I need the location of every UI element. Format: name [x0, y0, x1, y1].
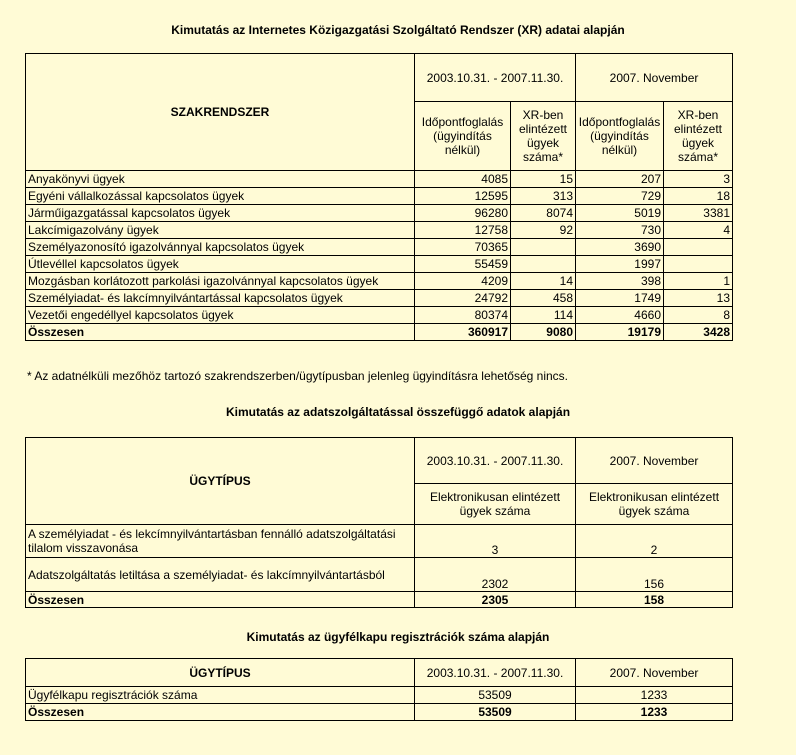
table-row-total — [26, 592, 733, 608]
ugyfelkapu-table — [25, 658, 733, 721]
cell-value: 53509 — [415, 687, 576, 704]
idopont-header-2: Időpontfoglalás (ügyindítás nélkül) — [576, 102, 664, 171]
period1-header: 2003.10.31. - 2007.11.30. — [415, 54, 576, 102]
row-label: Ügyfélkapu regisztrációk száma — [26, 687, 415, 704]
table-row-total — [26, 324, 733, 341]
row-label: Mozgásban korlátozott parkolási igazolvánnyal kapcsolatos ügyek — [26, 273, 415, 290]
table-row — [26, 687, 733, 704]
cell-value: 313 — [511, 188, 576, 205]
cell-value: 12758 — [415, 222, 511, 239]
cell-value: 4 — [664, 222, 733, 239]
table-row — [26, 239, 733, 256]
cell-value: 2305 — [415, 592, 576, 608]
period2-header: 2007. November — [576, 659, 733, 687]
cell-value: 3690 — [576, 239, 664, 256]
cell-value: 24792 — [415, 290, 511, 307]
table-row — [26, 188, 733, 205]
table-row — [26, 273, 733, 290]
cell-value: 4085 — [415, 171, 511, 188]
cell-value: 730 — [576, 222, 664, 239]
cell-value: 3 — [415, 525, 576, 558]
cell-value: 5019 — [576, 205, 664, 222]
szakrendszer-header: SZAKRENDSZER — [26, 54, 415, 171]
row-label: Összesen — [26, 324, 415, 341]
row-label: Lakcímigazolvány ügyek — [26, 222, 415, 239]
period1-header: 2003.10.31. - 2007.11.30. — [415, 659, 576, 687]
cell-value: 1233 — [576, 687, 733, 704]
szakrendszer-table — [25, 53, 733, 341]
cell-value: 398 — [576, 273, 664, 290]
cell-value: 55459 — [415, 256, 511, 273]
cell-value: 1997 — [576, 256, 664, 273]
cell-value: 114 — [511, 307, 576, 324]
cell-value: 19179 — [576, 324, 664, 341]
row-label: Személyazonosító igazolvánnyal kapcsolatos ügyek — [26, 239, 415, 256]
row-label: Adatszolgáltatás letiltása a személyiadat- és lakcímnyilvántartásból — [26, 558, 415, 592]
cell-value: 3381 — [664, 205, 733, 222]
period2-header: 2007. November — [576, 438, 733, 484]
row-label: Személyiadat- és lakcímnyilvántartással kapcsolatos ügyek — [26, 290, 415, 307]
row-label: Összesen — [26, 592, 415, 608]
cell-value: 15 — [511, 171, 576, 188]
cell-value: 9080 — [511, 324, 576, 341]
elektronikus-header-1: Elektronikusan elintézett ügyek száma — [415, 484, 576, 525]
footnote: * Az adatnélküli mezőhöz tartozó szakrendszerben/ügytípusban jelenleg ügyindításra lehetőség nincs. — [27, 369, 569, 383]
cell-value: 13 — [664, 290, 733, 307]
cell-value: 8 — [664, 307, 733, 324]
idopont-header-1: Időpontfoglalás (ügyindítás nélkül) — [415, 102, 511, 171]
row-label: Anyakönyvi ügyek — [26, 171, 415, 188]
table-row-total — [26, 704, 733, 721]
cell-value: 360917 — [415, 324, 511, 341]
cell-value — [511, 256, 576, 273]
cell-value: 18 — [664, 188, 733, 205]
ugytipus-header: ÜGYTÍPUS — [26, 438, 415, 525]
xr-header-1: XR-ben elintézett ügyek száma* — [511, 102, 576, 171]
table-row — [26, 290, 733, 307]
row-label: Járműigazgatással kapcsolatos ügyek — [26, 205, 415, 222]
row-label: Vezetői engedéllyel kapcsolatos ügyek — [26, 307, 415, 324]
cell-value: 14 — [511, 273, 576, 290]
row-label: Egyéni vállalkozással kapcsolatos ügyek — [26, 188, 415, 205]
table-row — [26, 205, 733, 222]
cell-value — [664, 239, 733, 256]
cell-value: 53509 — [415, 704, 576, 721]
table1-title: Kimutatás az Internetes Közigazgatási Szolgáltató Rendszer (XR) adatai alapján — [171, 23, 625, 37]
adatszolgaltatas-table — [25, 437, 733, 608]
row-label: Útlevéllel kapcsolatos ügyek — [26, 256, 415, 273]
cell-value: 207 — [576, 171, 664, 188]
cell-value: 1749 — [576, 290, 664, 307]
cell-value: 80374 — [415, 307, 511, 324]
cell-value: 158 — [576, 592, 733, 608]
table-row — [26, 222, 733, 239]
cell-value: 70365 — [415, 239, 511, 256]
cell-value: 4209 — [415, 273, 511, 290]
cell-value: 2302 — [415, 558, 576, 592]
cell-value: 96280 — [415, 205, 511, 222]
elektronikus-header-2: Elektronikusan elintézett ügyek száma — [576, 484, 733, 525]
cell-value: 2 — [576, 525, 733, 558]
row-label: A személyiadat - és lekcímnyilvántartásban fennálló adatszolgáltatási tilalom visszavonása — [26, 525, 415, 558]
cell-value — [664, 256, 733, 273]
xr-header-2: XR-ben elintézett ügyek száma* — [664, 102, 733, 171]
cell-value: 729 — [576, 188, 664, 205]
table3-title: Kimutatás az ügyfélkapu regisztrációk száma alapján — [246, 630, 550, 644]
cell-value: 3 — [664, 171, 733, 188]
table-row — [26, 171, 733, 188]
cell-value: 4660 — [576, 307, 664, 324]
table-row — [26, 307, 733, 324]
cell-value: 1 — [664, 273, 733, 290]
cell-value: 12595 — [415, 188, 511, 205]
row-label: Összesen — [26, 704, 415, 721]
period1-header: 2003.10.31. - 2007.11.30. — [415, 438, 576, 484]
table2-title: Kimutatás az adatszolgáltatással összefüggő adatok alapján — [225, 405, 571, 419]
cell-value — [511, 239, 576, 256]
table-row — [26, 525, 733, 558]
ugytipus-header: ÜGYTÍPUS — [26, 659, 415, 687]
cell-value: 1233 — [576, 704, 733, 721]
table-row — [26, 558, 733, 592]
cell-value: 92 — [511, 222, 576, 239]
cell-value: 156 — [576, 558, 733, 592]
period2-header: 2007. November — [576, 54, 733, 102]
cell-value: 8074 — [511, 205, 576, 222]
cell-value: 458 — [511, 290, 576, 307]
cell-value: 3428 — [664, 324, 733, 341]
table-row — [26, 256, 733, 273]
